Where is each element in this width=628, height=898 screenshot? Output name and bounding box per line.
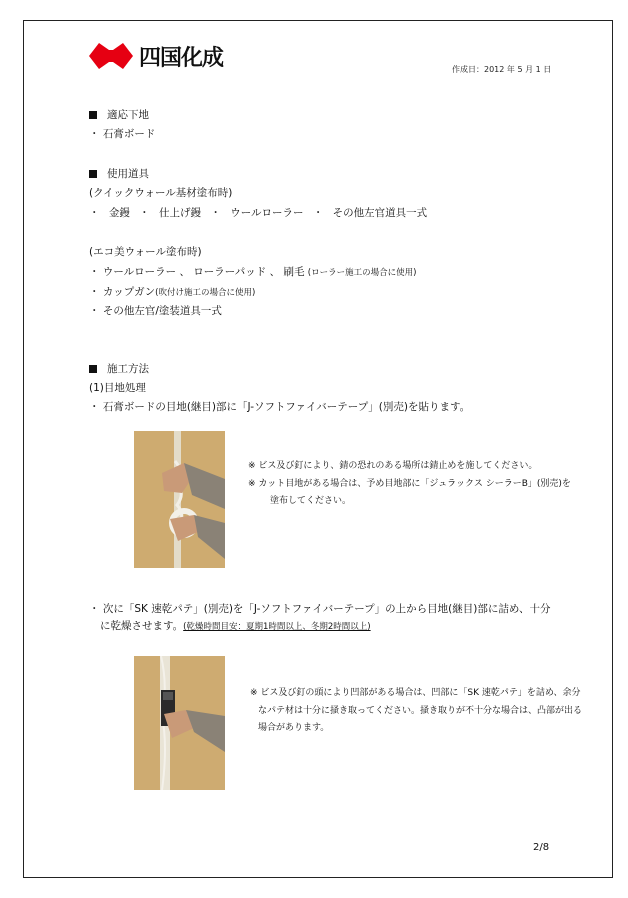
note-cut-joint-cont: 塗布してください。 bbox=[270, 496, 352, 506]
step1-heading: (1)目地処理 bbox=[89, 382, 146, 394]
substrate-item: ・ 石膏ボード bbox=[89, 128, 156, 140]
step2-text-line2: に乾燥させます。(乾燥時間目安：夏期1時間以上、冬期2時間以上) bbox=[100, 620, 371, 632]
step1-text: ・ 石膏ボードの目地(継目)部に「J-ソフトファイバーテープ」(別売)を貼ります。 bbox=[89, 401, 471, 413]
square-bullet-icon bbox=[89, 111, 97, 119]
quick-wall-tools: ・ 金鏝 ・ 仕上げ鏝 ・ ウールローラー ・ その他左官道具一式 bbox=[89, 207, 428, 219]
company-logo bbox=[89, 40, 223, 72]
creation-date: 作成日：2012 年 5 月 1 日 bbox=[452, 65, 552, 74]
quick-wall-heading: (クイックウォール基材塗布時) bbox=[89, 187, 233, 199]
eco-wall-tools-line1: ・ ウールローラー 、 ローラーパッド 、 刷毛 (ローラー施工の場合に使用) bbox=[89, 266, 417, 278]
note-screw-recess: ※ ビス及び釘の頭により凹部がある場合は、凹部に「SK 速乾パテ」を詰め、余分 bbox=[250, 688, 581, 698]
drying-time-note: (乾燥時間目安：夏期1時間以上、冬期2時間以上) bbox=[183, 622, 371, 632]
square-bullet-icon bbox=[89, 170, 97, 178]
eco-wall-heading: (エコ美ウォール塗布時) bbox=[89, 246, 202, 258]
eco-wall-tools-line2: ・ カップガン(吹付け施工の場合に使用) bbox=[89, 286, 256, 298]
logo-mark-icon bbox=[89, 42, 133, 70]
substrate-heading: 適応下地 bbox=[89, 108, 149, 122]
method-heading: 施工方法 bbox=[89, 362, 149, 376]
photo-applying-putty bbox=[134, 656, 225, 790]
eco-wall-tools-line3: ・ その他左官/塗装道具一式 bbox=[89, 305, 222, 317]
tools-heading: 使用道具 bbox=[89, 167, 149, 181]
note-rust-prevention: ※ ビス及び釘により、錆の恐れのある場所は錆止めを施してください。 bbox=[248, 461, 538, 471]
page-number: 2/8 bbox=[533, 842, 550, 853]
company-name: 四国化成 bbox=[139, 45, 224, 71]
page-border bbox=[23, 20, 613, 878]
note-screw-recess-cont1: なパテ材は十分に掻き取ってください。掻き取りが不十分な場合は、凸部が出る bbox=[258, 706, 583, 716]
note-cut-joint: ※ カット目地がある場合は、予め目地部に「ジュラックス シーラーB」(別売)を bbox=[248, 479, 571, 489]
photo-applying-tape bbox=[134, 431, 225, 568]
step2-text-line1: ・ 次に「SK 速乾パテ」(別売)を「J-ソフトファイバーテープ」の上から目地(継目)部に詰め、十分 bbox=[89, 603, 551, 615]
note-screw-recess-cont2: 場合があります。 bbox=[258, 723, 330, 733]
square-bullet-icon bbox=[89, 365, 97, 373]
